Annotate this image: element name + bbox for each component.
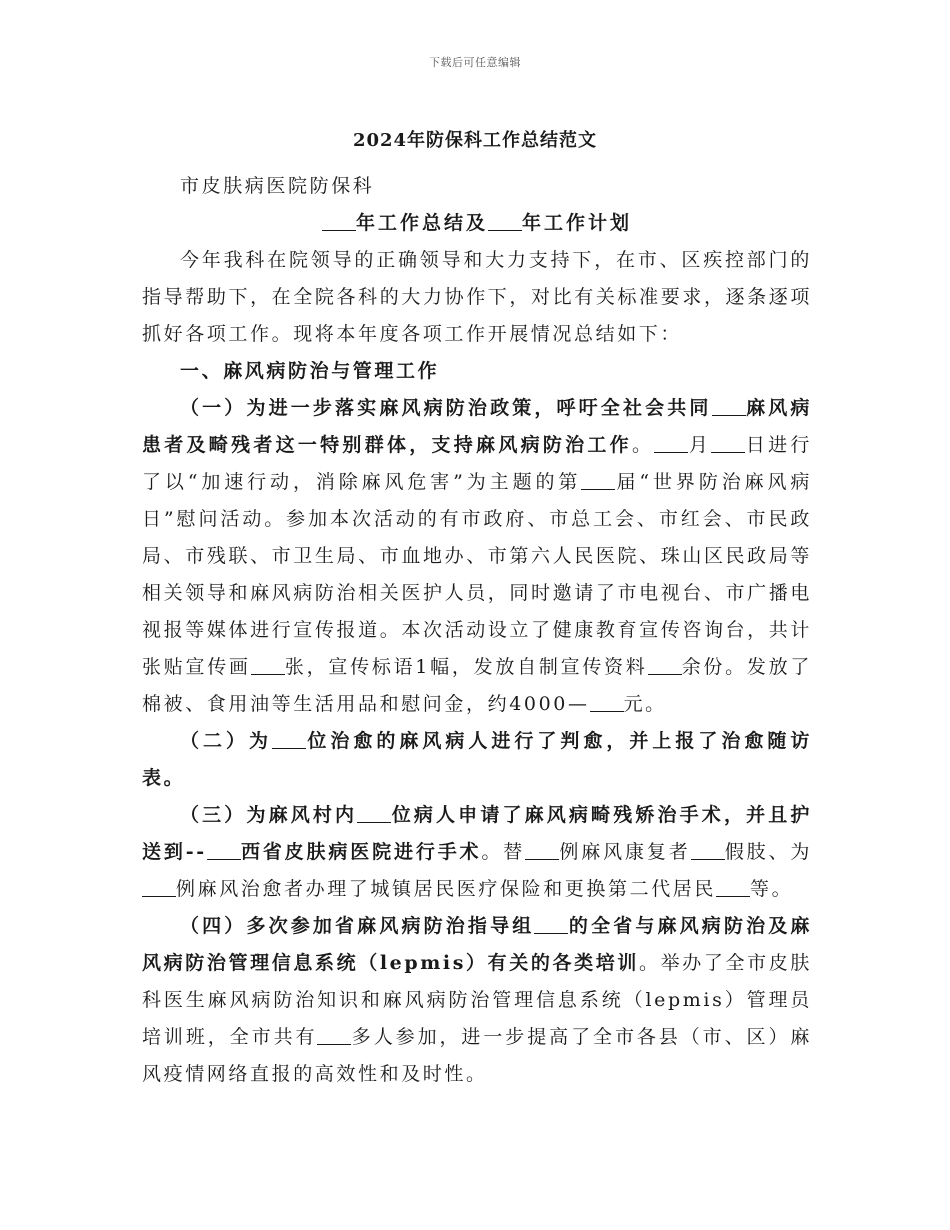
fill-blank <box>525 840 559 860</box>
fill-blank <box>357 803 391 823</box>
item-1-text: 张，宣传标语1幅，发放自制宣传资料 <box>284 656 648 678</box>
item-1-text: 余份。发放了棉被、食用油等生活用品和慰问金，约4000— <box>142 656 812 715</box>
item-3-text: 例麻风治愈者办理了城镇居民医疗保险和更换第二代居民 <box>176 878 717 900</box>
fill-blank <box>322 211 356 231</box>
header-note: 下载后可任意编辑 <box>429 56 521 69</box>
fill-blank <box>712 396 746 416</box>
item-4-bold-text: 的全省与麻风病防治及麻风病防治管理信息系统（lepmis）有关的各类培训 <box>142 915 812 974</box>
section-heading: 一、麻风病防治与管理工作 <box>180 360 440 382</box>
item-4-text: 多人参加，进一步提高了全市各县（市、区）麻风疫情网络直报的高效性和及时性。 <box>142 1026 812 1085</box>
subtitle-part-2: 年工作计划 <box>522 212 633 234</box>
item-2-text: （二）为 <box>180 730 272 752</box>
fill-blank <box>207 840 241 860</box>
item-1-text: 届“世界防治麻风病日”慰问活动。参加本次活动的有市政府、市总工会、市红会、市民政局、市残联、市卫生局、市血地办、市第六人民医院、珠山区民政局等相关领导和麻风病防治相关医护人员，同时邀请了市电视台、市广播电视报等媒体进行宣传报道。本次活动设立了健康教育宣传咨询台，共计张贴宣传画 <box>142 471 812 678</box>
item-1-text: 元。 <box>623 693 667 715</box>
item-3-text: 假肢、为 <box>724 841 813 863</box>
fill-blank <box>691 840 725 860</box>
intro-paragraph: 今年我科在院领导的正确领导和大力支持下，在市、区疾控部门的指导帮助下，在全院各科的大力协作下，对比有关标准要求，逐条逐项抓好各项工作。现将本年度各项工作开展情况总结如下： <box>142 249 812 345</box>
item-2-paragraph <box>142 723 812 797</box>
item-3-text: 。替 <box>481 841 526 863</box>
item-4-paragraph <box>142 908 812 1093</box>
fill-blank <box>648 655 682 675</box>
item-1-text: 月 <box>688 434 712 456</box>
fill-blank <box>716 877 750 897</box>
fill-blank <box>317 1025 351 1045</box>
item-1-bold-text: 麻风病患者及畸残者这一特别群体，支持麻风病防治工作 <box>142 397 812 456</box>
item-1-text: 。 <box>631 434 655 456</box>
document-title: 2024年防保科工作总结范文 <box>352 130 598 151</box>
fill-blank <box>488 211 522 231</box>
item-3-bold-text: 位病人申请了麻风病畸残矫治手术，并且护送到-- <box>142 804 812 863</box>
fill-blank <box>654 433 688 453</box>
item-1-bold-text: （一）为进一步落实麻风病防治政策，呼吁全社会共同 <box>180 397 712 419</box>
item-1-text: 日进行了以“加速行动，消除麻风危害”为主题的第 <box>142 434 812 493</box>
item-4-text: 。举办了全市皮肤科医生麻风病防治知识和麻风病防治管理信息系统（lepmis）管理员培训班，全市共有 <box>142 952 812 1048</box>
fill-blank <box>272 729 306 749</box>
item-3-bold-text: 西省皮肤病医院进行手术 <box>240 841 482 863</box>
fill-blank <box>251 655 285 675</box>
document-subtitle <box>142 205 812 242</box>
item-3-text: 等。 <box>750 878 794 900</box>
item-3-bold-text: （三）为麻风村内 <box>180 804 358 826</box>
fill-blank <box>581 470 615 490</box>
document-body <box>142 168 812 1093</box>
fill-blank <box>590 692 624 712</box>
item-4-bold-text: （四）多次参加省麻风病防治指导组 <box>180 915 535 937</box>
item-3-text: 例麻风康复者 <box>559 841 691 863</box>
organization-name: 市皮肤病医院防保科 <box>180 175 375 197</box>
subtitle-part-1: 年工作总结及 <box>355 212 488 234</box>
fill-blank <box>711 433 745 453</box>
item-3-paragraph <box>142 797 812 908</box>
fill-blank <box>142 877 176 897</box>
item-2-text: 位治愈的麻风病人进行了判愈，并上报了治愈随访表。 <box>142 730 812 789</box>
fill-blank <box>534 914 568 934</box>
item-1-paragraph <box>142 390 812 723</box>
